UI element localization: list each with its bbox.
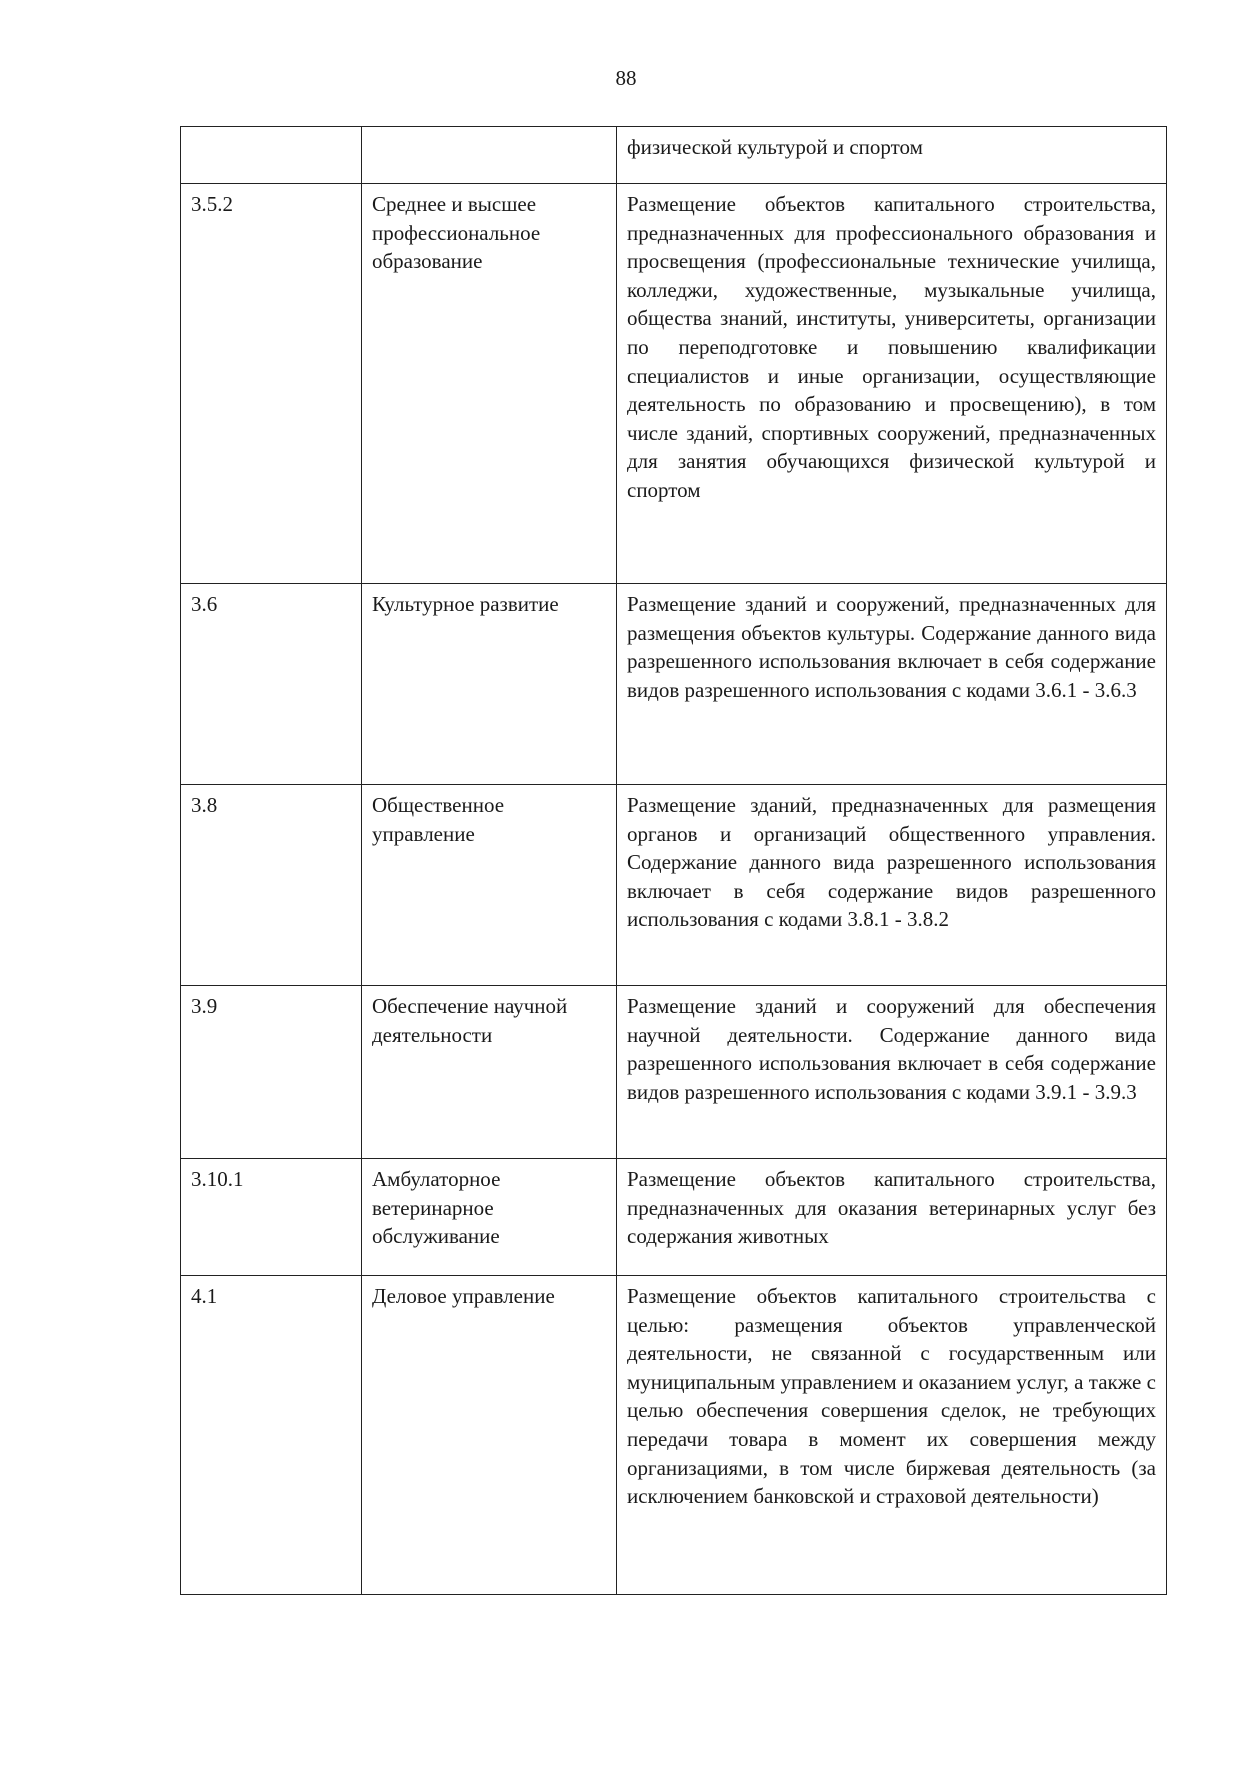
description-cell: Размещение зданий и сооружений для обеспечения научной деятельности. Содержание данного вида разрешенного использования включает в себя содержание видов разрешенного использования с кодами 3.9.1 - 3.9.3 bbox=[617, 986, 1167, 1159]
code-cell: 3.6 bbox=[181, 584, 362, 785]
land-use-table bbox=[180, 126, 1167, 1595]
description-cell: физической культурой и спортом bbox=[617, 127, 1167, 184]
description-cell: Размещение зданий, предназначенных для размещения органов и организаций общественного управления. Содержание данного вида разрешенного использования включает в себя содержание видов разрешенного использования с кодами 3.8.1 - 3.8.2 bbox=[617, 785, 1167, 986]
code-cell: 3.9 bbox=[181, 986, 362, 1159]
code-cell: 4.1 bbox=[181, 1276, 362, 1595]
code-cell: 3.5.2 bbox=[181, 184, 362, 584]
code-cell: 3.8 bbox=[181, 785, 362, 986]
name-cell: Среднее и высшее профессиональное образование bbox=[362, 184, 617, 584]
table-row bbox=[181, 1276, 1167, 1595]
table-row bbox=[181, 986, 1167, 1159]
name-cell bbox=[362, 127, 617, 184]
table-row bbox=[181, 184, 1167, 584]
table-row bbox=[181, 584, 1167, 785]
name-cell: Культурное развитие bbox=[362, 584, 617, 785]
table-row bbox=[181, 127, 1167, 184]
table-row bbox=[181, 785, 1167, 986]
name-cell: Амбулаторное ветеринарное обслуживание bbox=[362, 1159, 617, 1276]
table-row bbox=[181, 1159, 1167, 1276]
description-cell: Размещение объектов капитального строительства с целью: размещения объектов управленческой деятельности, не связанной с государственным или муниципальным управлением и оказанием услуг, а также с целью обеспечения совершения сделок, не требующих передачи товара в момент их совершения между организациями, в том числе биржевая деятельность (за исключением банковской и страховой деятельности) bbox=[617, 1276, 1167, 1595]
code-cell bbox=[181, 127, 362, 184]
description-cell: Размещение объектов капитального строительства, предназначенных для оказания ветеринарных услуг без содержания животных bbox=[617, 1159, 1167, 1276]
name-cell: Обеспечение научной деятельности bbox=[362, 986, 617, 1159]
page-number: 88 bbox=[615, 66, 637, 90]
name-cell: Деловое управление bbox=[362, 1276, 617, 1595]
code-cell: 3.10.1 bbox=[181, 1159, 362, 1276]
name-cell: Общественное управление bbox=[362, 785, 617, 986]
description-cell: Размещение объектов капитального строительства, предназначенных для профессионального образования и просвещения (профессиональные технические училища, колледжи, художественные, музыкальные училища, общества знаний, институты, университеты, организации по переподготовке и повышению квалификации специалистов и иные организации, осуществляющие деятельность по образованию и просвещению), в том числе зданий, спортивных сооружений, предназначенных для занятия обучающихся физической культурой и спортом bbox=[617, 184, 1167, 584]
description-cell: Размещение зданий и сооружений, предназначенных для размещения объектов культуры. Содержание данного вида разрешенного использования включает в себя содержание видов разрешенного использования с кодами 3.6.1 - 3.6.3 bbox=[617, 584, 1167, 785]
